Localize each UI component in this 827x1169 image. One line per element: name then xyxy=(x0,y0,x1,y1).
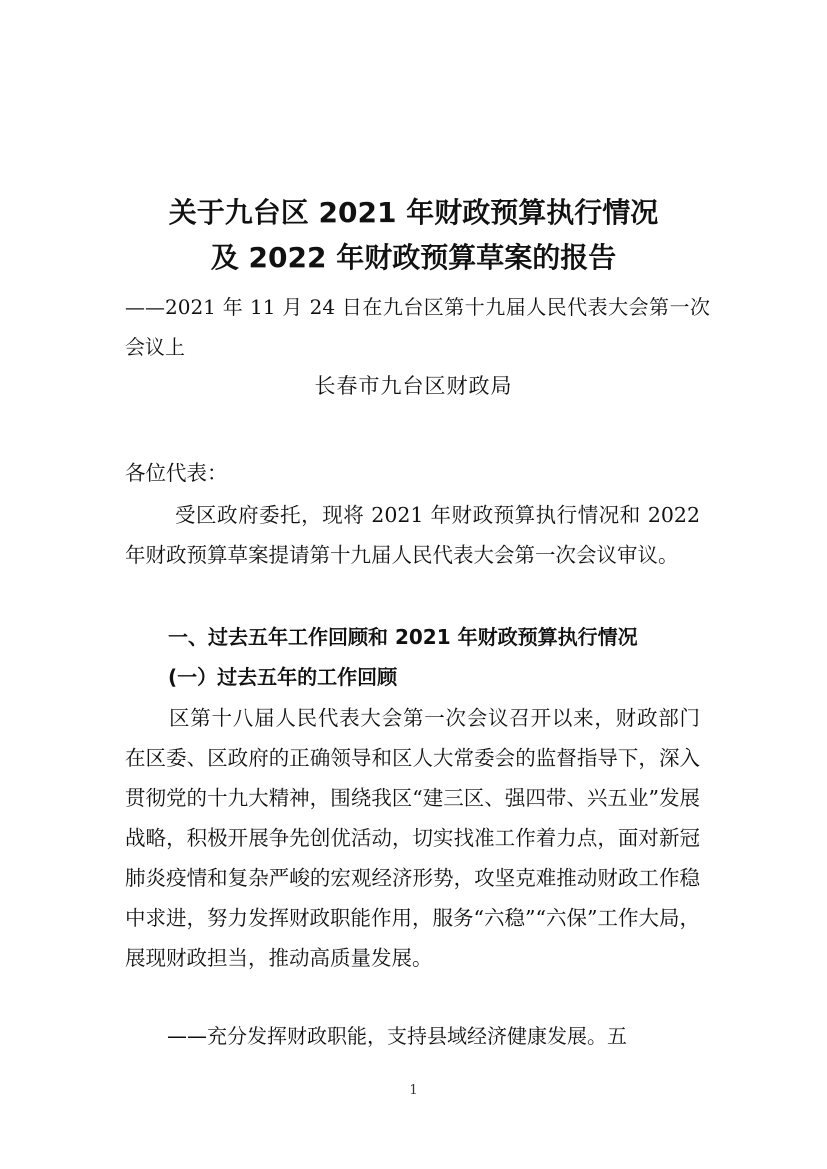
body-paragraph: 区第十八届人民代表大会第一次会议召开以来，财政部门在区委、区政府的正确领导和区人大常委会的监督指导下，深入贯彻党的十九大精神，围绕我区“建三区、强四带、兴五业”发展战略，积极开展争先创优活动，切实找准工作着力点，面对新冠肺炎疫情和复杂严峻的宏观经济形势，攻坚克难推动财政工作稳中求进，努力发挥财政职能作用，服务“六稳”“六保”工作大局，展现财政担当，推动高质量发展。 xyxy=(125,706,700,970)
report-title-line1: 关于九台区 2021 年财政预算执行情况 xyxy=(168,196,659,229)
salutation: 各位代表： xyxy=(125,461,228,485)
intro-paragraph: 受区政府委托，现将 2021 年财政预算执行情况和 2022 年财政预算草案提请第十九届人民代表大会第一次会议审议。 xyxy=(125,503,700,567)
report-title-line2: 及 2022 年财政预算草案的报告 xyxy=(210,241,617,274)
section-heading: 一、过去五年工作回顾和 2021 年财政预算执行情况 xyxy=(168,625,638,649)
subsection-heading: (一）过去五年的工作回顾 xyxy=(168,665,398,689)
page-number: 1 xyxy=(409,1083,418,1098)
issuing-organization: 长春市九台区财政局 xyxy=(314,374,513,398)
report-subtitle: ——2021 年 11 月 24 日在九台区第十九届人民代表大会第一次会议上 xyxy=(125,295,710,359)
bullet-paragraph: ——充分发挥财政职能，支持县域经济健康发展。五 xyxy=(167,1024,627,1048)
